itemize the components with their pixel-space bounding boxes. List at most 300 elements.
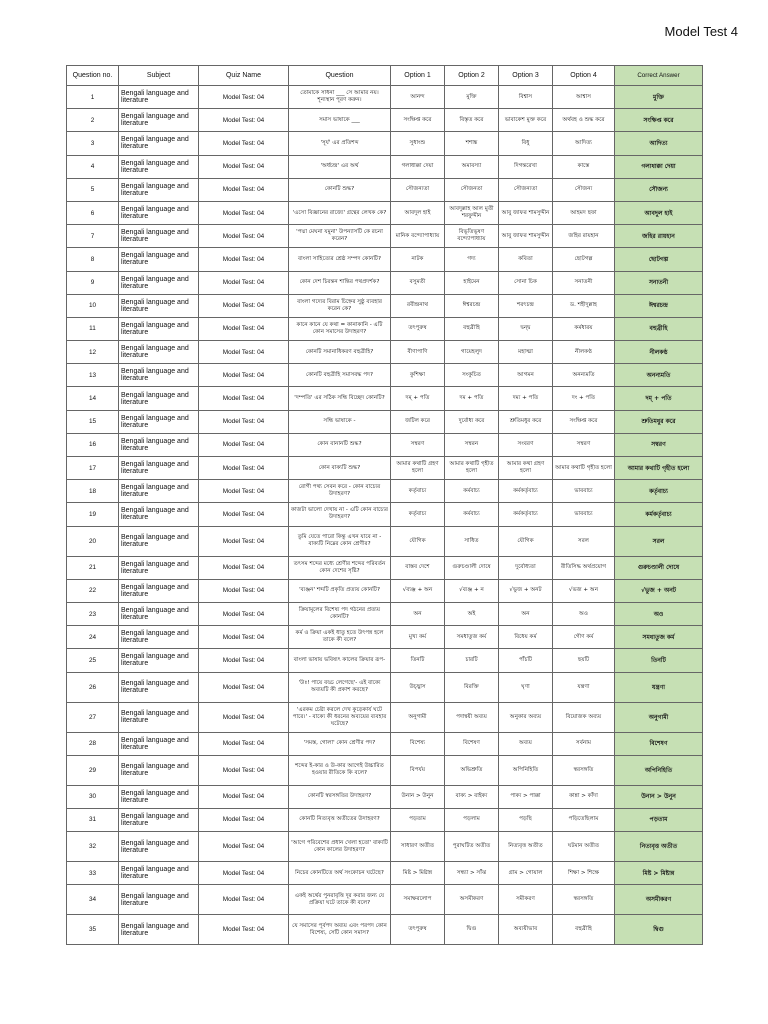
option-3-cell: সমীকরণ: [499, 885, 553, 915]
option-3-cell: অপিনিহিতি: [499, 755, 553, 785]
quiz-name-cell: Model Test: 04: [199, 626, 289, 649]
option-1-cell: কর্তৃবাচ্য: [391, 480, 445, 503]
option-3-cell: শ্রুতিমধুর করে: [499, 410, 553, 433]
table-row: [67, 480, 703, 503]
option-1-cell: সম্বরণ: [391, 433, 445, 456]
correct-answer-cell: ছোটগল্প: [615, 248, 703, 271]
question-number: 26: [67, 672, 119, 702]
question-cell: শব্দের ই-কার ও উ-কার আগেই উচ্চারিত হওয়ার রীতিকে কি বলে?: [289, 755, 391, 785]
option-2-cell: সাধিত: [445, 526, 499, 556]
option-2-cell: সংকুচিত: [445, 364, 499, 387]
option-4-cell: পড়িতেছিলাম: [553, 808, 615, 831]
correct-answer-cell: মিষ্ট > মিষ্টান্ন: [615, 862, 703, 885]
option-1-cell: নাটক: [391, 248, 445, 271]
option-3-cell: নিত্যবৃত্ত অতীত: [499, 832, 553, 862]
correct-answer-cell: আবদুল হাই: [615, 201, 703, 224]
option-1-cell: জটিল করে: [391, 410, 445, 433]
quiz-name-cell: Model Test: 04: [199, 732, 289, 755]
subject-cell: Bengali language and literature: [119, 433, 199, 456]
subject-cell: Bengali language and literature: [119, 294, 199, 317]
option-3-cell: পড়ছি: [499, 808, 553, 831]
quiz-name-cell: Model Test: 04: [199, 364, 289, 387]
table-row: [67, 387, 703, 410]
option-2-cell: অমাবস্যা: [445, 155, 499, 178]
table-row: [67, 885, 703, 915]
option-4-cell: নীলকণ্ঠ: [553, 341, 615, 364]
option-1-cell: সমাক্ষরলোপ: [391, 885, 445, 915]
question-number: 32: [67, 832, 119, 862]
option-2-cell: সৌজনতা: [445, 178, 499, 201]
option-3-cell: অনুকার অব্যয়: [499, 702, 553, 732]
option-4-cell: আশ্বাস: [553, 86, 615, 109]
option-3-cell: পাক্য > পাক্কা: [499, 785, 553, 808]
table-row: [67, 672, 703, 702]
option-2-cell: গায়েহলুদ: [445, 341, 499, 364]
option-2-cell: গুরুচণ্ডালী দোষে: [445, 556, 499, 579]
quiz-name-cell: Model Test: 04: [199, 862, 289, 885]
quiz-name-cell: Model Test: 04: [199, 480, 289, 503]
subject-cell: Bengali language and literature: [119, 885, 199, 915]
subject-cell: Bengali language and literature: [119, 579, 199, 602]
option-3-cell: বিধেয় কর্ম: [499, 626, 553, 649]
question-cell: তৎসম শব্দের মধ্যে শ্রেণীর শব্দের পরিবর্তন কোন দেশের সৃষ্টি?: [289, 556, 391, 579]
question-cell: বাংলা গদ্যের বিরাম চিহ্নের সুষ্ঠু ব্যবহার করেন কে?: [289, 294, 391, 317]
option-1-cell: তৎপুরুষ: [391, 317, 445, 340]
question-number: 35: [67, 915, 119, 945]
option-2-cell: মুক্তি: [445, 86, 499, 109]
question-number: 1: [67, 86, 119, 109]
question-number: 12: [67, 341, 119, 364]
subject-cell: Bengali language and literature: [119, 271, 199, 294]
correct-answer-cell: পড়তাম: [615, 808, 703, 831]
quiz-name-cell: Model Test: 04: [199, 317, 289, 340]
question-cell: রোগী পথ্য সেবন করে - কোন বাচ্যের উদাহরণ?: [289, 480, 391, 503]
quiz-name-cell: Model Test: 04: [199, 201, 289, 224]
option-2-cell: সম্বরন: [445, 433, 499, 456]
option-4-cell: কান্না > কাঁদা: [553, 785, 615, 808]
subject-cell: Bengali language and literature: [119, 155, 199, 178]
option-1-cell: অনুগামী: [391, 702, 445, 732]
question-cell: 'এরকম চেষ্টা করলে দেখ কুড়েকার্য ঘটে পারে।' - বাক্যে কী ধরনের অব্যয়ের ব্যবহার ঘটেছে?: [289, 702, 391, 732]
correct-answer-cell: বিশেষণ: [615, 732, 703, 755]
quiz-name-cell: Model Test: 04: [199, 503, 289, 526]
option-1-cell: তিনটি: [391, 649, 445, 672]
table-row: [67, 132, 703, 155]
option-3-cell: মহাত্মা: [499, 341, 553, 364]
table-row: [67, 732, 703, 755]
option-2-cell: √ব্যঞ্জ + ন: [445, 579, 499, 602]
table-row: [67, 178, 703, 201]
option-4-cell: ভাববাচ্য: [553, 503, 615, 526]
option-3-cell: ভাবাকেশ মুক্ত করে: [499, 109, 553, 132]
subject-cell: Bengali language and literature: [119, 410, 199, 433]
correct-answer-cell: সরল: [615, 526, 703, 556]
subject-cell: Bengali language and literature: [119, 672, 199, 702]
option-4-cell: রীতিসিদ্ধ অর্থপ্রয়োগ: [553, 556, 615, 579]
subject-cell: Bengali language and literature: [119, 201, 199, 224]
table-row: [67, 649, 703, 672]
correct-answer-cell: কর্মকর্তৃবাচ্য: [615, 503, 703, 526]
question-cell: 'পদ্মা মেঘনা যমুনা' উপন্যাসটি কে রচনা করেন?: [289, 225, 391, 248]
question-cell: কোন দেশ চিরন্তন শান্তির পথপ্রদর্শক?: [289, 271, 391, 294]
correct-answer-cell: গলাধাক্কা দেয়া: [615, 155, 703, 178]
question-number: 5: [67, 178, 119, 201]
option-4-cell: সংক্ষিপ্ত করে: [553, 410, 615, 433]
option-3-cell: কবিতা: [499, 248, 553, 271]
question-cell: কোন বাক্যটি শুদ্ধ?: [289, 457, 391, 480]
option-3-cell: ঘৃণা: [499, 672, 553, 702]
question-cell: তুমি যেতে পারো কিন্তু এখন যাবে না - বাক্যটি নিম্নের কোন শ্রেণীর?: [289, 526, 391, 556]
col-header-option-3: Option 3: [499, 66, 553, 86]
option-2-cell: বিভূতিভূষণ বন্দ্যোপাধ্যায়: [445, 225, 499, 248]
quiz-name-cell: Model Test: 04: [199, 885, 289, 915]
subject-cell: Bengali language and literature: [119, 503, 199, 526]
table-row: [67, 832, 703, 862]
table-row: [67, 433, 703, 456]
quiz-name-cell: Model Test: 04: [199, 271, 289, 294]
question-number: 13: [67, 364, 119, 387]
quiz-name-cell: Model Test: 04: [199, 702, 289, 732]
option-2-cell: পদান্বয়ী অব্যয়: [445, 702, 499, 732]
option-2-cell: গদ্য: [445, 248, 499, 271]
option-1-cell: √ব্যঞ্জ + অন: [391, 579, 445, 602]
option-2-cell: অসমীকরণ: [445, 885, 499, 915]
option-2-cell: চারটি: [445, 649, 499, 672]
subject-cell: Bengali language and literature: [119, 132, 199, 155]
question-cell: 'অর্ধচন্দ্র' এর অর্থ: [289, 155, 391, 178]
quiz-name-cell: Model Test: 04: [199, 178, 289, 201]
question-cell: 'উঃ! পায়ে বড্ড লেগেছে'- এই বাক্যে অব্যয়টি কী প্রকাশ করছে?: [289, 672, 391, 702]
subject-cell: Bengali language and literature: [119, 86, 199, 109]
quiz-table: [66, 65, 703, 945]
option-1-cell: দম্ + পতি: [391, 387, 445, 410]
option-2-cell: পড়লাম: [445, 808, 499, 831]
subject-cell: Bengali language and literature: [119, 225, 199, 248]
correct-answer-cell: নিত্যবৃত্ত অতীত: [615, 832, 703, 862]
question-cell: নিচের কোনটিতে অর্থ সংকোচন ঘটেছে?: [289, 862, 391, 885]
question-cell: কোনটি নিত্যবৃত্ত অতীতের উদাহরণ?: [289, 808, 391, 831]
option-4-cell: ছোটগল্প: [553, 248, 615, 271]
option-3-cell: দুর্বোধ্যতা: [499, 556, 553, 579]
question-cell: 'ব্যঞ্জন' শব্দটি প্রকৃতি প্রত্যয় কোনটি?: [289, 579, 391, 602]
option-2-cell: কর্মবাচ্য: [445, 503, 499, 526]
option-3-cell: পাঁচটি: [499, 649, 553, 672]
question-cell: কাজটা ভালো দেখায় না - এটি কোন বাচ্যের উদাহরণ?: [289, 503, 391, 526]
subject-cell: Bengali language and literature: [119, 109, 199, 132]
question-cell: 'দম্পতি' এর সঠিক সন্ধি বিচ্ছেদ কোনটি?: [289, 387, 391, 410]
question-number: 9: [67, 271, 119, 294]
correct-answer-cell: অসমীকরণ: [615, 885, 703, 915]
table-body: [67, 86, 703, 945]
option-4-cell: স্বরসঙ্গতি: [553, 755, 615, 785]
quiz-name-cell: Model Test: 04: [199, 832, 289, 862]
option-1-cell: আবদুল হাই: [391, 201, 445, 224]
quiz-name-cell: Model Test: 04: [199, 387, 289, 410]
option-3-cell: কর্মকর্তৃবাচ্য: [499, 480, 553, 503]
option-1-cell: আমার কথাটি গ্রহণ হলো: [391, 457, 445, 480]
quiz-name-cell: Model Test: 04: [199, 785, 289, 808]
option-1-cell: বাস্তব দেশে: [391, 556, 445, 579]
option-4-cell: বহুব্রীহি: [553, 915, 615, 945]
option-3-cell: গ্রাম > গোয়াল: [499, 862, 553, 885]
option-1-cell: গলাধাক্কা দেয়া: [391, 155, 445, 178]
option-1-cell: কর্তৃবাচ্য: [391, 503, 445, 526]
quiz-name-cell: Model Test: 04: [199, 225, 289, 248]
quiz-name-cell: Model Test: 04: [199, 109, 289, 132]
option-4-cell: বিয়োজক অব্যয়: [553, 702, 615, 732]
question-number: 29: [67, 755, 119, 785]
option-1-cell: তৎপুরুষ: [391, 915, 445, 945]
table-row: [67, 317, 703, 340]
option-3-cell: দ্বন্দ্ব: [499, 317, 553, 340]
option-4-cell: আমার কথাটি গৃহীত হলো: [553, 457, 615, 480]
question-number: 30: [67, 785, 119, 808]
question-number: 8: [67, 248, 119, 271]
subject-cell: Bengali language and literature: [119, 862, 199, 885]
option-4-cell: সনাতনী: [553, 271, 615, 294]
option-4-cell: কাস্তে: [553, 155, 615, 178]
question-number: 10: [67, 294, 119, 317]
question-cell: 'আগে পরিবেশের প্রধান খেলা হতো' বাক্যটি কোন কালের উদাহরণ?: [289, 832, 391, 862]
col-header-question: Question: [289, 66, 391, 86]
option-4-cell: শিক্ষা > শিক্ষে: [553, 862, 615, 885]
option-3-cell: সৌজন্যতা: [499, 178, 553, 201]
option-3-cell: সংবরণ: [499, 433, 553, 456]
quiz-name-cell: Model Test: 04: [199, 410, 289, 433]
table-header-row: [67, 66, 703, 86]
quiz-name-cell: Model Test: 04: [199, 294, 289, 317]
question-cell: 'সমস্ত, গোলা' কোন শ্রেণীর পদ?: [289, 732, 391, 755]
quiz-name-cell: Model Test: 04: [199, 132, 289, 155]
option-1-cell: সৌজন্যতা: [391, 178, 445, 201]
table-row: [67, 341, 703, 364]
subject-cell: Bengali language and literature: [119, 364, 199, 387]
option-2-cell: কর্মবাচ্য: [445, 480, 499, 503]
option-1-cell: সুধাংশু: [391, 132, 445, 155]
option-4-cell: সর্বনাম: [553, 732, 615, 755]
question-number: 20: [67, 526, 119, 556]
option-3-cell: যৌগিক: [499, 526, 553, 556]
option-1-cell: সাধারণ অতীত: [391, 832, 445, 862]
option-4-cell: আদিত্য: [553, 132, 615, 155]
question-number: 25: [67, 649, 119, 672]
table-row: [67, 410, 703, 433]
question-number: 22: [67, 579, 119, 602]
correct-answer-cell: আমার কথাটি গৃহীত হলো: [615, 457, 703, 480]
option-1-cell: উনান > উনুন: [391, 785, 445, 808]
correct-answer-cell: সম্বরণ: [615, 433, 703, 456]
question-cell: সমাস ভাষাকে ___: [289, 109, 391, 132]
option-2-cell: সমধাতুজ কর্ম: [445, 626, 499, 649]
question-cell: কানে কানে যে কথা = কানাকানি - এটি কোন সমাসের উদাহরণ?: [289, 317, 391, 340]
option-3-cell: শরৎচন্দ্র: [499, 294, 553, 317]
option-1-cell: বীণাপাণি: [391, 341, 445, 364]
option-3-cell: অব্যয়ীভাব: [499, 915, 553, 945]
correct-answer-cell: দ্বিগু: [615, 915, 703, 945]
option-4-cell: আহমদ ছফা: [553, 201, 615, 224]
correct-answer-cell: অনুগামী: [615, 702, 703, 732]
quiz-name-cell: Model Test: 04: [199, 915, 289, 945]
question-number: 18: [67, 480, 119, 503]
option-3-cell: কর্মকর্তৃবাচ্য: [499, 503, 553, 526]
col-header-correct-answer: Correct Answer: [615, 66, 703, 86]
option-2-cell: বিস্তৃত করে: [445, 109, 499, 132]
question-number: 4: [67, 155, 119, 178]
question-number: 34: [67, 885, 119, 915]
question-number: 11: [67, 317, 119, 340]
subject-cell: Bengali language and literature: [119, 755, 199, 785]
option-2-cell: ঈশ্বরচন্দ্র: [445, 294, 499, 317]
option-3-cell: √ভুজ + অনট: [499, 579, 553, 602]
quiz-name-cell: Model Test: 04: [199, 556, 289, 579]
quiz-name-cell: Model Test: 04: [199, 602, 289, 625]
option-2-cell: পুরাঘটিত অতীত: [445, 832, 499, 862]
subject-cell: Bengali language and literature: [119, 248, 199, 271]
option-4-cell: স্বরসঙ্গতি: [553, 885, 615, 915]
question-cell: যে সমাসের পূর্বপদ অব্যয় এবং পরপদ কোন বিশেষ্য, সেটি কোন সমাস?: [289, 915, 391, 945]
option-1-cell: মিষ্ট > মিষ্টান্ন: [391, 862, 445, 885]
table-row: [67, 225, 703, 248]
col-header-option-4: Option 4: [553, 66, 615, 86]
table-row: [67, 862, 703, 885]
question-cell: কোন বানানটি শুদ্ধ?: [289, 433, 391, 456]
option-1-cell: অন: [391, 602, 445, 625]
option-4-cell: গৌণ কর্ম: [553, 626, 615, 649]
question-number: 21: [67, 556, 119, 579]
option-4-cell: ভাববাচ্য: [553, 480, 615, 503]
question-number: 23: [67, 602, 119, 625]
correct-answer-cell: তিনটি: [615, 649, 703, 672]
option-4-cell: দং + পতি: [553, 387, 615, 410]
option-2-cell: অই: [445, 602, 499, 625]
option-2-cell: আমার কথাটি গৃহীত হলো: [445, 457, 499, 480]
option-2-cell: দুর্বোধ্য করে: [445, 410, 499, 433]
question-number: 16: [67, 433, 119, 456]
option-1-cell: বসুমতী: [391, 271, 445, 294]
col-header-subject: Subject: [119, 66, 199, 86]
subject-cell: Bengali language and literature: [119, 832, 199, 862]
subject-cell: Bengali language and literature: [119, 785, 199, 808]
question-cell: ক্রিয়ামূলের বিশেষ্য পদ গঠনের প্রত্যয় কোনটি?: [289, 602, 391, 625]
subject-cell: Bengali language and literature: [119, 702, 199, 732]
quiz-name-cell: Model Test: 04: [199, 155, 289, 178]
question-number: 6: [67, 201, 119, 224]
correct-answer-cell: অও: [615, 602, 703, 625]
table-row: [67, 755, 703, 785]
question-number: 27: [67, 702, 119, 732]
question-number: 14: [67, 387, 119, 410]
subject-cell: Bengali language and literature: [119, 178, 199, 201]
correct-answer-cell: ঈশ্বরচন্দ্র: [615, 294, 703, 317]
correct-answer-cell: গুরুচণ্ডালী দোষে: [615, 556, 703, 579]
correct-answer-cell: আদিত্য: [615, 132, 703, 155]
table-row: [67, 457, 703, 480]
table-row: [67, 294, 703, 317]
option-1-cell: উচ্ছ্বাস: [391, 672, 445, 702]
col-header-option-1: Option 1: [391, 66, 445, 86]
option-2-cell: বহুব্রীহি: [445, 317, 499, 340]
option-2-cell: বিরক্তি: [445, 672, 499, 702]
correct-answer-cell: সনাতনী: [615, 271, 703, 294]
quiz-name-cell: Model Test: 04: [199, 433, 289, 456]
subject-cell: Bengali language and literature: [119, 808, 199, 831]
subject-cell: Bengali language and literature: [119, 526, 199, 556]
question-cell: বাংলা সাহিত্যের শ্রেষ্ঠ সম্পদ কোনটি?: [289, 248, 391, 271]
correct-answer-cell: সৌজন্য: [615, 178, 703, 201]
option-3-cell: বিধু: [499, 132, 553, 155]
quiz-name-cell: Model Test: 04: [199, 649, 289, 672]
option-4-cell: √ভজ + অন: [553, 579, 615, 602]
quiz-name-cell: Model Test: 04: [199, 526, 289, 556]
question-cell: তোমাকে সাধনা ___ সে আমার নয়। শূন্যস্থান পূরণ করুন।: [289, 86, 391, 109]
option-2-cell: আবদুল্লাহ আল মুতী শরফুদ্দীন: [445, 201, 499, 224]
question-cell: 'সূর্য' এর প্রতিশব্দ: [289, 132, 391, 155]
quiz-name-cell: Model Test: 04: [199, 808, 289, 831]
option-1-cell: যৌগিক: [391, 526, 445, 556]
option-3-cell: সোনা চিক: [499, 271, 553, 294]
table-row: [67, 702, 703, 732]
option-4-cell: অর্থবহ ও শুদ্ধ করে: [553, 109, 615, 132]
option-3-cell: দম্য + পতি: [499, 387, 553, 410]
option-3-cell: দিগন্তরেখা: [499, 155, 553, 178]
option-1-cell: বিপর্যয়: [391, 755, 445, 785]
table-row: [67, 271, 703, 294]
subject-cell: Bengali language and literature: [119, 457, 199, 480]
option-4-cell: ড. শহীদুল্লাহ: [553, 294, 615, 317]
option-4-cell: ছয়টি: [553, 649, 615, 672]
subject-cell: Bengali language and literature: [119, 602, 199, 625]
subject-cell: Bengali language and literature: [119, 317, 199, 340]
option-2-cell: হাইমেন: [445, 271, 499, 294]
table-row: [67, 503, 703, 526]
table-row: [67, 602, 703, 625]
correct-answer-cell: অনন্যমতি: [615, 364, 703, 387]
option-4-cell: অও: [553, 602, 615, 625]
correct-answer-cell: দম্ + পতি: [615, 387, 703, 410]
table-row: [67, 364, 703, 387]
question-cell: একই অর্থের পুনরাবৃত্তি দূর করার জন্য যে প্রক্রিয়া ঘটে তাকে কী বলে?: [289, 885, 391, 915]
option-3-cell: বিশ্বাস: [499, 86, 553, 109]
option-1-cell: মুখ্য কর্ম: [391, 626, 445, 649]
option-2-cell: অভিশ্রুতি: [445, 755, 499, 785]
option-1-cell: পড়তাম: [391, 808, 445, 831]
option-1-cell: সংক্ষিপ্ত করে: [391, 109, 445, 132]
question-number: 31: [67, 808, 119, 831]
quiz-name-cell: Model Test: 04: [199, 672, 289, 702]
option-3-cell: আবু জাফর শামসুদ্দীন: [499, 225, 553, 248]
table-row: [67, 526, 703, 556]
subject-cell: Bengali language and literature: [119, 915, 199, 945]
option-4-cell: কর্মধারয়: [553, 317, 615, 340]
correct-answer-cell: যন্ত্রণা: [615, 672, 703, 702]
option-4-cell: ঘটমান অতীত: [553, 832, 615, 862]
subject-cell: Bengali language and literature: [119, 626, 199, 649]
subject-cell: Bengali language and literature: [119, 556, 199, 579]
option-2-cell: শশাঙ্ক: [445, 132, 499, 155]
option-4-cell: জহির রায়হান: [553, 225, 615, 248]
table-row: [67, 86, 703, 109]
correct-answer-cell: অপিনিহিতি: [615, 755, 703, 785]
quiz-name-cell: Model Test: 04: [199, 86, 289, 109]
page-title: Model Test 4: [664, 24, 738, 39]
option-2-cell: বিশেষণ: [445, 732, 499, 755]
question-cell: বাংলা ভাষায় ভবিষ্যৎ কালের ক্রিয়ার রূপ-: [289, 649, 391, 672]
table-row: [67, 808, 703, 831]
option-4-cell: যন্ত্রণা: [553, 672, 615, 702]
correct-answer-cell: জহির রায়হান: [615, 225, 703, 248]
question-cell: কোনটি স্বরসঙ্গতির উদাহরণ?: [289, 785, 391, 808]
quiz-name-cell: Model Test: 04: [199, 457, 289, 480]
